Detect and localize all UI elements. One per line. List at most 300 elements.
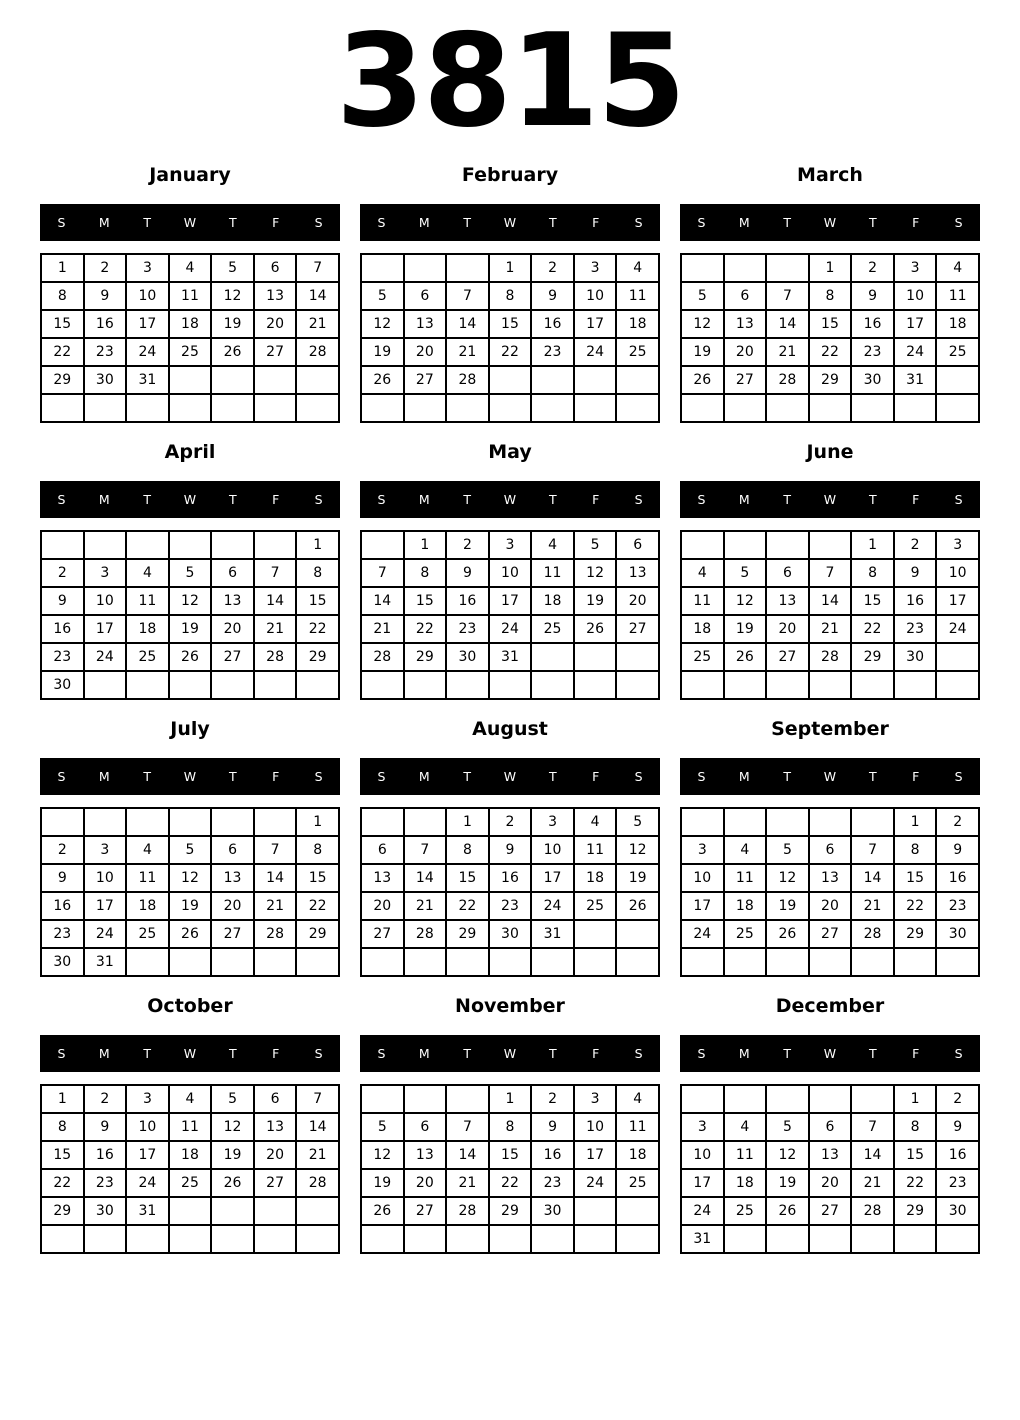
- day-cell: 21: [851, 892, 894, 920]
- weekday-label: T: [463, 492, 471, 507]
- day-cell: 7: [851, 836, 894, 864]
- weekday-label: F: [592, 215, 600, 230]
- day-cell: 14: [446, 1141, 489, 1169]
- empty-cell: [681, 531, 724, 559]
- empty-cell: [616, 948, 659, 976]
- empty-cell: [404, 948, 447, 976]
- day-cell: 1: [404, 531, 447, 559]
- month-title: December: [775, 995, 885, 1017]
- day-cell: 4: [574, 808, 617, 836]
- weekday-header-row: [40, 481, 340, 518]
- day-cell: 21: [404, 892, 447, 920]
- day-cell: 13: [809, 1141, 852, 1169]
- day-cell: 15: [851, 587, 894, 615]
- week-row: [361, 892, 659, 920]
- empty-cell: [574, 643, 617, 671]
- weekday-label: S: [634, 215, 643, 230]
- day-cell: 19: [211, 310, 254, 338]
- week-row: [681, 948, 979, 976]
- day-cell: 1: [446, 808, 489, 836]
- weekday-label: M: [738, 492, 750, 507]
- empty-cell: [296, 366, 339, 394]
- day-cell: 6: [809, 836, 852, 864]
- empty-cell: [574, 920, 617, 948]
- day-cell: 15: [41, 1141, 84, 1169]
- day-cell: 6: [404, 282, 447, 310]
- day-cell: 26: [361, 1197, 404, 1225]
- day-cell: 27: [254, 338, 297, 366]
- month-title: October: [147, 995, 233, 1017]
- day-cell: 7: [766, 282, 809, 310]
- day-cell: 16: [41, 615, 84, 643]
- day-cell: 30: [936, 920, 979, 948]
- day-cell: 18: [126, 615, 169, 643]
- week-row: [361, 643, 659, 671]
- day-cell: 31: [489, 643, 532, 671]
- day-grid: [680, 253, 980, 423]
- day-cell: 9: [489, 836, 532, 864]
- week-row: [681, 1085, 979, 1113]
- day-cell: 14: [809, 587, 852, 615]
- empty-cell: [574, 394, 617, 422]
- day-cell: 12: [361, 310, 404, 338]
- day-cell: 28: [254, 643, 297, 671]
- day-cell: 28: [404, 920, 447, 948]
- week-row: [41, 1225, 339, 1253]
- week-row: [41, 282, 339, 310]
- day-cell: 4: [724, 836, 767, 864]
- week-row: [361, 282, 659, 310]
- day-cell: 9: [84, 282, 127, 310]
- day-cell: 3: [936, 531, 979, 559]
- day-grid: [680, 530, 980, 700]
- day-cell: 29: [446, 920, 489, 948]
- day-cell: 4: [531, 531, 574, 559]
- weekday-label: S: [954, 492, 963, 507]
- day-cell: 1: [894, 1085, 937, 1113]
- empty-cell: [169, 531, 212, 559]
- day-cell: 27: [404, 1197, 447, 1225]
- empty-cell: [766, 531, 809, 559]
- empty-cell: [361, 531, 404, 559]
- weekday-header-row: [360, 1035, 660, 1072]
- day-cell: 8: [809, 282, 852, 310]
- day-cell: 22: [296, 615, 339, 643]
- week-row: [361, 836, 659, 864]
- week-row: [681, 282, 979, 310]
- day-cell: 24: [681, 920, 724, 948]
- month-december: [680, 993, 980, 1254]
- weekday-label: W: [823, 769, 837, 784]
- month-may: [360, 439, 660, 700]
- empty-cell: [616, 920, 659, 948]
- weekday-label: T: [869, 215, 877, 230]
- day-cell: 2: [41, 559, 84, 587]
- day-cell: 27: [724, 366, 767, 394]
- day-grid: [680, 807, 980, 977]
- empty-cell: [254, 1197, 297, 1225]
- week-row: [361, 864, 659, 892]
- week-row: [41, 808, 339, 836]
- day-cell: 15: [296, 864, 339, 892]
- day-cell: 20: [211, 892, 254, 920]
- day-grid: [360, 253, 660, 423]
- day-cell: 31: [126, 1197, 169, 1225]
- empty-cell: [936, 643, 979, 671]
- weekday-label: S: [697, 215, 706, 230]
- empty-cell: [361, 1085, 404, 1113]
- empty-cell: [446, 671, 489, 699]
- day-cell: 15: [296, 587, 339, 615]
- day-cell: 12: [211, 1113, 254, 1141]
- weekday-label: S: [377, 215, 386, 230]
- empty-cell: [724, 254, 767, 282]
- day-cell: 17: [681, 892, 724, 920]
- month-title: January: [149, 164, 231, 186]
- day-cell: 15: [894, 864, 937, 892]
- empty-cell: [616, 1225, 659, 1253]
- empty-cell: [361, 948, 404, 976]
- day-cell: 30: [84, 1197, 127, 1225]
- day-grid: [680, 1084, 980, 1254]
- empty-cell: [531, 1225, 574, 1253]
- calendar-page: [0, 8, 1020, 1254]
- day-cell: 16: [84, 1141, 127, 1169]
- day-cell: 11: [936, 282, 979, 310]
- day-cell: 12: [361, 1141, 404, 1169]
- empty-cell: [616, 366, 659, 394]
- day-cell: 17: [489, 587, 532, 615]
- weekday-label: M: [98, 769, 110, 784]
- empty-cell: [489, 948, 532, 976]
- day-cell: 14: [361, 587, 404, 615]
- day-cell: 26: [766, 920, 809, 948]
- weekday-header-row: [680, 204, 980, 241]
- day-cell: 6: [404, 1113, 447, 1141]
- weekday-label: T: [549, 492, 557, 507]
- empty-cell: [531, 394, 574, 422]
- day-cell: 19: [361, 1169, 404, 1197]
- empty-cell: [724, 531, 767, 559]
- day-cell: 9: [936, 1113, 979, 1141]
- day-cell: 26: [681, 366, 724, 394]
- empty-cell: [169, 948, 212, 976]
- weekday-label: T: [549, 215, 557, 230]
- empty-cell: [404, 394, 447, 422]
- month-title: April: [164, 441, 216, 463]
- day-cell: 18: [616, 310, 659, 338]
- day-cell: 2: [84, 1085, 127, 1113]
- empty-cell: [851, 948, 894, 976]
- day-cell: 19: [681, 338, 724, 366]
- weekday-label: S: [634, 769, 643, 784]
- day-cell: 3: [126, 1085, 169, 1113]
- day-cell: 13: [361, 864, 404, 892]
- weekday-label: S: [377, 492, 386, 507]
- day-cell: 24: [574, 1169, 617, 1197]
- weekday-label: F: [912, 1046, 920, 1061]
- day-cell: 26: [766, 1197, 809, 1225]
- day-cell: 3: [681, 1113, 724, 1141]
- empty-cell: [851, 1225, 894, 1253]
- week-row: [681, 920, 979, 948]
- day-cell: 23: [41, 920, 84, 948]
- week-row: [41, 587, 339, 615]
- day-cell: 18: [616, 1141, 659, 1169]
- day-cell: 4: [616, 254, 659, 282]
- day-cell: 24: [574, 338, 617, 366]
- day-cell: 4: [724, 1113, 767, 1141]
- day-cell: 24: [531, 892, 574, 920]
- day-cell: 7: [296, 254, 339, 282]
- empty-cell: [936, 948, 979, 976]
- week-row: [681, 559, 979, 587]
- week-row: [41, 864, 339, 892]
- empty-cell: [894, 948, 937, 976]
- day-cell: 12: [574, 559, 617, 587]
- weekday-label: T: [783, 492, 791, 507]
- weekday-label: W: [823, 1046, 837, 1061]
- day-cell: 17: [681, 1169, 724, 1197]
- week-row: [41, 948, 339, 976]
- day-cell: 16: [851, 310, 894, 338]
- week-row: [681, 366, 979, 394]
- day-cell: 3: [894, 254, 937, 282]
- empty-cell: [809, 531, 852, 559]
- day-cell: 1: [489, 254, 532, 282]
- weekday-label: M: [98, 215, 110, 230]
- day-cell: 26: [616, 892, 659, 920]
- day-cell: 8: [489, 1113, 532, 1141]
- weekday-label: W: [183, 492, 197, 507]
- weekday-label: F: [272, 769, 280, 784]
- empty-cell: [404, 254, 447, 282]
- day-cell: 29: [851, 643, 894, 671]
- day-cell: 26: [211, 338, 254, 366]
- day-cell: 11: [616, 282, 659, 310]
- day-cell: 9: [531, 282, 574, 310]
- empty-cell: [681, 394, 724, 422]
- day-cell: 11: [724, 1141, 767, 1169]
- empty-cell: [616, 671, 659, 699]
- week-row: [681, 808, 979, 836]
- weekday-label: M: [738, 215, 750, 230]
- day-cell: 29: [489, 1197, 532, 1225]
- day-cell: 9: [936, 836, 979, 864]
- day-cell: 25: [616, 338, 659, 366]
- day-cell: 22: [41, 1169, 84, 1197]
- day-cell: 21: [446, 338, 489, 366]
- empty-cell: [531, 643, 574, 671]
- day-cell: 8: [446, 836, 489, 864]
- day-cell: 31: [681, 1225, 724, 1253]
- day-cell: 28: [254, 920, 297, 948]
- empty-cell: [211, 808, 254, 836]
- empty-cell: [126, 948, 169, 976]
- week-row: [361, 920, 659, 948]
- day-cell: 5: [211, 1085, 254, 1113]
- day-cell: 7: [446, 1113, 489, 1141]
- empty-cell: [574, 366, 617, 394]
- empty-cell: [84, 671, 127, 699]
- day-cell: 30: [489, 920, 532, 948]
- day-cell: 27: [361, 920, 404, 948]
- week-row: [41, 559, 339, 587]
- weekday-header-row: [40, 204, 340, 241]
- empty-cell: [574, 948, 617, 976]
- day-cell: 20: [404, 338, 447, 366]
- empty-cell: [531, 366, 574, 394]
- day-cell: 30: [41, 948, 84, 976]
- day-cell: 13: [724, 310, 767, 338]
- day-cell: 22: [851, 615, 894, 643]
- empty-cell: [361, 808, 404, 836]
- empty-cell: [361, 1225, 404, 1253]
- day-cell: 20: [809, 1169, 852, 1197]
- empty-cell: [254, 948, 297, 976]
- day-cell: 10: [681, 864, 724, 892]
- empty-cell: [404, 1225, 447, 1253]
- empty-cell: [851, 1085, 894, 1113]
- day-cell: 20: [404, 1169, 447, 1197]
- week-row: [361, 615, 659, 643]
- day-cell: 7: [296, 1085, 339, 1113]
- day-cell: 21: [254, 892, 297, 920]
- month-title: February: [461, 164, 559, 186]
- empty-cell: [41, 808, 84, 836]
- day-cell: 17: [531, 864, 574, 892]
- day-cell: 4: [616, 1085, 659, 1113]
- day-cell: 5: [766, 1113, 809, 1141]
- day-cell: 18: [724, 1169, 767, 1197]
- week-row: [361, 1141, 659, 1169]
- day-cell: 27: [809, 1197, 852, 1225]
- day-cell: 20: [809, 892, 852, 920]
- day-cell: 4: [681, 559, 724, 587]
- day-cell: 23: [936, 1169, 979, 1197]
- day-cell: 9: [851, 282, 894, 310]
- day-cell: 25: [169, 1169, 212, 1197]
- week-row: [681, 892, 979, 920]
- day-cell: 14: [296, 1113, 339, 1141]
- weekday-label: W: [823, 492, 837, 507]
- day-cell: 23: [531, 338, 574, 366]
- week-row: [41, 920, 339, 948]
- weekday-header-row: [40, 1035, 340, 1072]
- day-cell: 23: [489, 892, 532, 920]
- day-cell: 12: [616, 836, 659, 864]
- week-row: [41, 531, 339, 559]
- day-cell: 16: [936, 864, 979, 892]
- empty-cell: [211, 531, 254, 559]
- day-cell: 26: [211, 1169, 254, 1197]
- weekday-label: M: [418, 215, 430, 230]
- week-row: [681, 587, 979, 615]
- empty-cell: [296, 394, 339, 422]
- weekday-label: S: [377, 769, 386, 784]
- day-cell: 1: [296, 808, 339, 836]
- month-january: [40, 162, 340, 423]
- empty-cell: [126, 531, 169, 559]
- day-cell: 19: [169, 615, 212, 643]
- day-cell: 4: [169, 254, 212, 282]
- day-grid: [40, 253, 340, 423]
- empty-cell: [169, 808, 212, 836]
- empty-cell: [616, 1197, 659, 1225]
- week-row: [681, 1113, 979, 1141]
- day-cell: 5: [574, 531, 617, 559]
- empty-cell: [446, 1085, 489, 1113]
- week-row: [41, 1085, 339, 1113]
- day-cell: 21: [766, 338, 809, 366]
- day-cell: 12: [169, 587, 212, 615]
- empty-cell: [254, 808, 297, 836]
- weekday-label: S: [314, 1046, 323, 1061]
- week-row: [681, 254, 979, 282]
- weekday-label: S: [377, 1046, 386, 1061]
- empty-cell: [404, 808, 447, 836]
- day-cell: 23: [84, 1169, 127, 1197]
- day-cell: 22: [404, 615, 447, 643]
- day-cell: 15: [489, 1141, 532, 1169]
- day-cell: 20: [361, 892, 404, 920]
- weekday-label: M: [418, 492, 430, 507]
- day-cell: 23: [84, 338, 127, 366]
- weekday-label: T: [229, 769, 237, 784]
- day-cell: 29: [894, 920, 937, 948]
- day-cell: 5: [211, 254, 254, 282]
- day-cell: 1: [296, 531, 339, 559]
- month-title: June: [806, 441, 854, 463]
- day-grid: [40, 530, 340, 700]
- day-cell: 11: [126, 864, 169, 892]
- weekday-label: W: [183, 215, 197, 230]
- day-cell: 18: [169, 1141, 212, 1169]
- day-cell: 25: [681, 643, 724, 671]
- day-cell: 11: [169, 282, 212, 310]
- day-cell: 15: [809, 310, 852, 338]
- day-cell: 2: [531, 1085, 574, 1113]
- day-cell: 1: [809, 254, 852, 282]
- week-row: [681, 1225, 979, 1253]
- day-cell: 16: [894, 587, 937, 615]
- day-cell: 25: [616, 1169, 659, 1197]
- day-cell: 8: [41, 1113, 84, 1141]
- day-cell: 19: [724, 615, 767, 643]
- empty-cell: [681, 948, 724, 976]
- day-cell: 20: [766, 615, 809, 643]
- day-cell: 14: [766, 310, 809, 338]
- day-cell: 30: [894, 643, 937, 671]
- day-cell: 30: [446, 643, 489, 671]
- empty-cell: [574, 1225, 617, 1253]
- empty-cell: [169, 366, 212, 394]
- day-cell: 11: [169, 1113, 212, 1141]
- day-cell: 8: [851, 559, 894, 587]
- empty-cell: [446, 948, 489, 976]
- weekday-label: T: [783, 1046, 791, 1061]
- day-cell: 19: [616, 864, 659, 892]
- empty-cell: [766, 394, 809, 422]
- day-cell: 7: [809, 559, 852, 587]
- weekday-label: S: [314, 769, 323, 784]
- day-cell: 20: [254, 1141, 297, 1169]
- day-cell: 5: [724, 559, 767, 587]
- weekday-label: W: [503, 769, 517, 784]
- day-cell: 8: [296, 559, 339, 587]
- day-cell: 11: [724, 864, 767, 892]
- week-row: [681, 615, 979, 643]
